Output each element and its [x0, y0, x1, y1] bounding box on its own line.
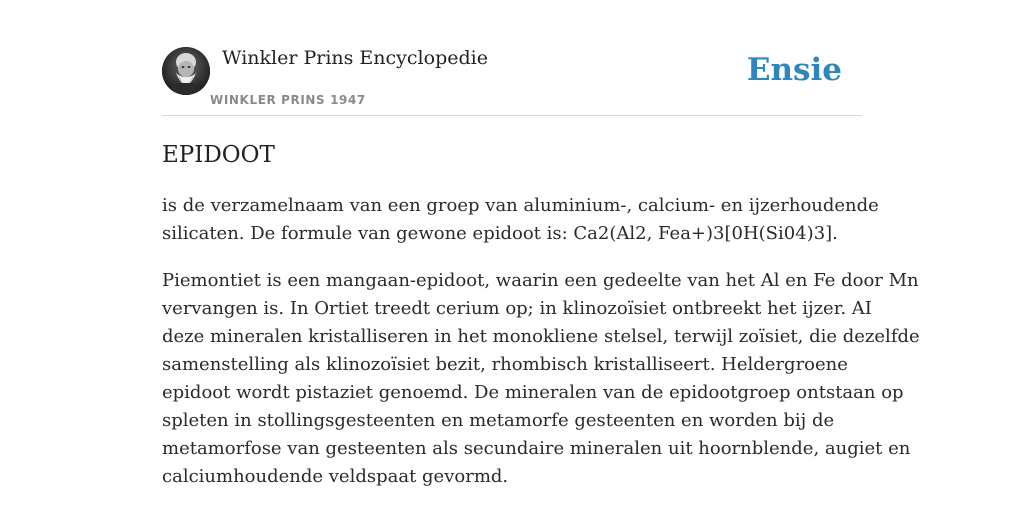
bearded-man-portrait-icon	[162, 47, 210, 95]
text-line: spleten in stollingsgesteenten en metamorfe gesteenten en worden bij de	[162, 410, 835, 431]
text-line: metamorfose van gesteenten als secundaire mineralen uit hoornblende, augiet en	[162, 438, 911, 459]
article-body	[162, 192, 920, 510]
text-line: epidoot wordt pistaziet genoemd. De mineralen van de epidootgroep ontstaan op	[162, 382, 904, 403]
text-line: vervangen is. In Ortiet treedt cerium op; in klinozoïsiet ontbreekt het ijzer. AI	[162, 298, 872, 319]
ensie-logo[interactable]: Ensie	[746, 52, 842, 88]
text-line: samenstelling als klinozoïsiet bezit, rhombisch kristalliseert. Heldergroene	[162, 354, 848, 375]
text-line: is de verzamelnaam van een groep van aluminium-, calcium- en ijzerhoudende	[162, 195, 879, 216]
article-paragraph	[162, 267, 920, 491]
article-title: EPIDOOT	[162, 142, 275, 168]
article-paragraph	[162, 192, 879, 248]
site-header	[162, 0, 862, 116]
text-line: Piemontiet is een mangaan-epidoot, waarin een gedeelte van het Al en Fe door Mn	[162, 270, 919, 291]
edition-label[interactable]: WINKLER PRINS 1947	[210, 93, 366, 107]
text-line: silicaten. De formule van gewone epidoot is: Ca2(Al2, Fea+)3[0H(Si04)3].	[162, 223, 838, 244]
author-avatar[interactable]	[162, 47, 210, 95]
site-name[interactable]: Winkler Prins Encyclopedie	[222, 47, 488, 69]
text-line: deze mineralen kristalliseren in het monokliene stelsel, terwijl zoïsiet, die dezelfde	[162, 326, 920, 347]
page-container	[162, 0, 920, 512]
text-line: calciumhoudende veldspaat gevormd.	[162, 466, 509, 487]
